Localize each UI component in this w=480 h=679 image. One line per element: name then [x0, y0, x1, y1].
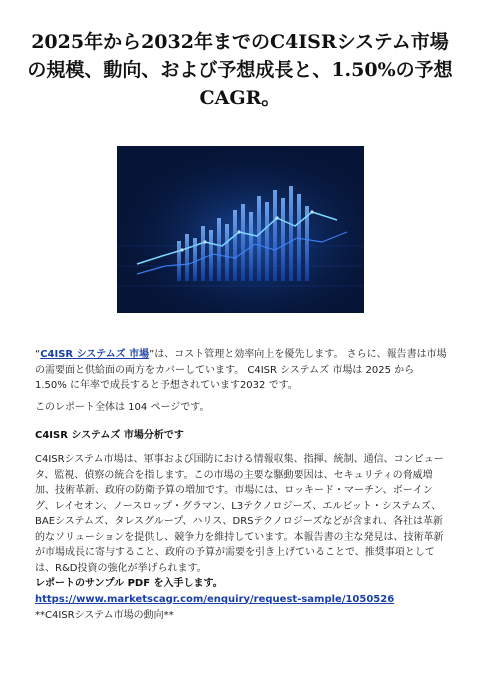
pages-note: このレポート全体は 104 ページです。 [35, 402, 210, 413]
hero-image [117, 146, 364, 313]
trends-heading: **C4ISRシステム市場の動向** [35, 610, 174, 621]
intro-text: ”は、コスト管理と効率向上を優先します。 さらに、報告書は市場の需要面と供給面の両方をカバーしています。 C4ISR システムズ 市場は 2025 から 1.50% に年率で成長すると予想されています2032 です。 [35, 349, 447, 391]
market-link[interactable]: C4ISR システムズ 市場 [40, 349, 150, 360]
analysis-paragraph: C4ISRシステム市場は、軍事および国防における情報収集、指揮、統制、通信、コンピュータ、監視、偵察の統合を指します。この市場の主要な駆動要因は、セキュリティの脅威増加、技術革新、政府の防衛予算の増加です。市場には、ロッキード・マーチン、ボーイング、レイセオン、ノースロップ・グラマン、L3テクノロジーズ、エルビット・システムズ、BAEシステムズ、タレスグループ、ハリス、DRSテクノロジーズなどが含まれ、各社は革新的なソリューションを提供し、競争力を維持しています。本報告書の主な発見は、技術革新が市場成長に寄与すること、政府の予算が需要を引き上げていることで、推奨事項としては、R&D投資の強化が挙げられます。 [35, 454, 444, 574]
sample-label: レポートのサンプル PDF を入手します。 [35, 578, 223, 589]
sample-request [35, 576, 448, 607]
market-chart-illustration [117, 146, 364, 313]
analysis-heading: C4ISR システムズ 市場分析です [35, 430, 184, 441]
intro-paragraph [35, 347, 448, 394]
sample-link[interactable]: https://www.marketscagr.com/enquiry/request-sample/1050526 [35, 593, 395, 605]
page-title: 2025年から2032年までのC4ISRシステム市場の規模、動向、および予想成長と、1.50%の予想CAGR。 [27, 31, 453, 109]
open-quote: “ [35, 349, 41, 360]
